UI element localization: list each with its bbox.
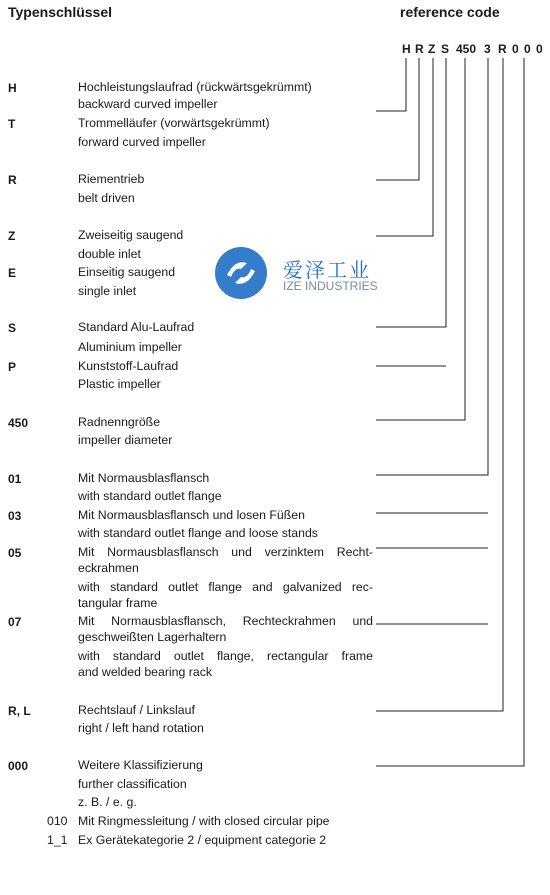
desc-r-en: belt driven xyxy=(78,191,135,205)
watermark-en-text: IZE INDUSTRIES xyxy=(283,279,378,293)
desc-rl-en: right / left hand rotation xyxy=(78,721,204,735)
desc-z-en: double inlet xyxy=(78,247,141,261)
code-rl: R, L xyxy=(8,704,31,718)
code-t: T xyxy=(8,117,16,131)
watermark-logo-icon xyxy=(213,245,269,301)
code-letter-r: R xyxy=(415,42,424,56)
desc-03-en: with standard outlet flange and loose stands xyxy=(78,526,318,540)
code-05: 05 xyxy=(8,546,22,560)
sub-text-010: Mit Ringmessleitung / with closed circular pipe xyxy=(78,814,330,828)
code-letter-0b: 0 xyxy=(524,42,531,56)
desc-r-de: Riementrieb xyxy=(78,172,145,186)
desc-450-en: impeller diameter xyxy=(78,433,173,447)
desc-s-en: Aluminium impeller xyxy=(78,340,182,354)
desc-s-de: Standard Alu-Laufrad xyxy=(78,320,195,334)
desc-01-en: with standard outlet flange xyxy=(78,489,222,503)
desc-000-eg: z. B. / e. g. xyxy=(78,795,137,809)
desc-05-en-1: with standard outlet flange and galvanized rec- xyxy=(78,580,373,594)
desc-t-en: forward curved impeller xyxy=(78,135,206,149)
code-letter-0a: 0 xyxy=(512,42,519,56)
code-07: 07 xyxy=(8,615,22,629)
desc-07-de-1: Mit Normausblasflansch, Rechteckrahmen und xyxy=(78,614,373,628)
desc-h-de: Hochleistungslaufrad (rückwärtsgekrümmt) xyxy=(78,80,312,94)
desc-p-de: Kunststoff-Laufrad xyxy=(78,359,179,373)
desc-01-de: Mit Normausblasflansch xyxy=(78,471,210,485)
code-r: R xyxy=(8,173,17,187)
title-english: reference code xyxy=(400,4,500,20)
watermark-cn-text: 爱泽工业 xyxy=(283,258,371,282)
code-letter-h: H xyxy=(402,42,411,56)
desc-e-de: Einseitig saugend xyxy=(78,265,176,279)
code-000: 000 xyxy=(8,759,29,773)
code-e: E xyxy=(8,266,17,280)
code-01: 01 xyxy=(8,472,22,486)
desc-000-de: Weitere Klassifizierung xyxy=(78,758,203,772)
desc-z-de: Zweiseitig saugend xyxy=(78,228,184,242)
desc-e-en: single inlet xyxy=(78,284,137,298)
code-letter-z: Z xyxy=(428,42,436,56)
desc-t-de: Trommelläufer (vorwärtsgekrümmt) xyxy=(78,116,270,130)
code-z: Z xyxy=(8,229,16,243)
desc-05-en-2: tangular frame xyxy=(78,596,158,610)
code-450: 450 xyxy=(8,416,29,430)
desc-h-en: backward curved impeller xyxy=(78,97,218,111)
code-letter-3: 3 xyxy=(484,42,491,56)
code-p: P xyxy=(8,360,17,374)
sub-text-1-1: Ex Gerätekategorie 2 / equipment categorie 2 xyxy=(78,833,327,847)
desc-07-en-2: and welded bearing rack xyxy=(78,665,212,679)
code-s: S xyxy=(8,321,17,335)
sub-code-010: 010 xyxy=(47,814,68,828)
code-letter-s: S xyxy=(441,42,450,56)
title-german: Typenschlüssel xyxy=(8,4,113,20)
code-letter-0c: 0 xyxy=(536,42,543,56)
code-03: 03 xyxy=(8,509,22,523)
desc-000-en: further classification xyxy=(78,777,187,791)
desc-05-de-2: eckrahmen xyxy=(78,561,139,575)
code-letter-r2: R xyxy=(498,42,507,56)
desc-p-en: Plastic impeller xyxy=(78,377,161,391)
code-h: H xyxy=(8,81,17,95)
desc-07-de-2: geschweißten Lagerhaltern xyxy=(78,630,227,644)
desc-07-en-1: with standard outlet flange, rectangular frame xyxy=(78,649,373,663)
desc-rl-de: Rechtslauf / Linkslauf xyxy=(78,703,195,717)
sub-code-1-1: 1_1 xyxy=(47,833,68,847)
desc-03-de: Mit Normausblasflansch und losen Füßen xyxy=(78,508,305,522)
desc-05-de-1: Mit Normausblasflansch und verzinktem Recht- xyxy=(78,545,373,559)
code-letter-450: 450 xyxy=(456,42,477,56)
desc-450-de: Radnenngröße xyxy=(78,415,161,429)
